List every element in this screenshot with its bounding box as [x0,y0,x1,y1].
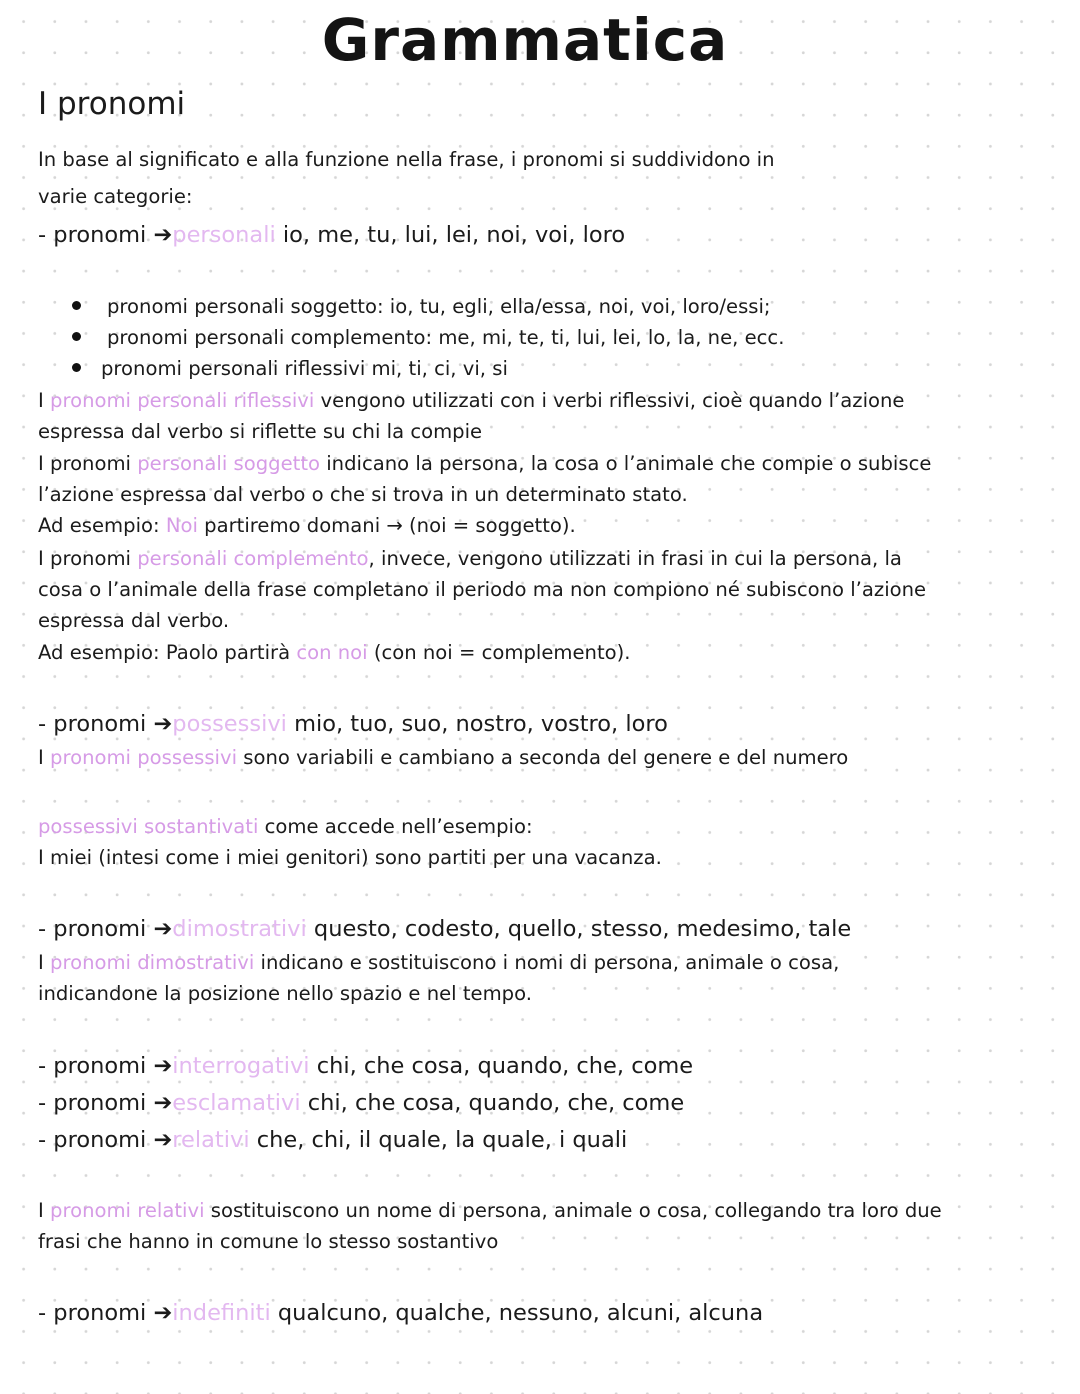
text: sono variabili e cambiano a seconda del genere e del numero [237,746,849,769]
arrow-right-icon: ➔ [153,1090,173,1116]
pronomi-label: pronomi [53,1127,147,1153]
category-name: indefiniti [172,1300,271,1326]
text: (con noi = complemento). [367,641,631,664]
intro-line: In base al significato e alla funzione nella frase, i pronomi si suddividono in [38,148,775,171]
category-line-interrogativi [38,1053,693,1079]
arrow-right-icon: ➔ [153,711,173,737]
example-line: I miei (intesi come i miei genitori) sono partiti per una vacanza. [38,846,662,869]
text: I [38,951,51,974]
pronomi-label: pronomi [53,1300,147,1326]
text: I [38,746,51,769]
text: Ad esempio: Paolo partirà [38,641,297,664]
arrow-right-icon: ➔ [153,1300,173,1326]
paragraph-line [38,815,533,838]
bullet-icon [72,301,81,310]
page-title: Grammatica [321,6,729,74]
pronoun-list: qualcuno, qualche, nessuno, alcuni, alcuna [277,1300,764,1326]
dash: - [38,711,47,737]
paragraph-line: frasi che hanno in comune lo stesso sostantivo [38,1230,499,1253]
category-line-indefiniti [38,1300,763,1326]
category-name: personali [172,222,276,248]
text: I pronomi [38,452,138,475]
paragraph-line: indicandone la posizione nello spazio e nel tempo. [38,982,532,1005]
text: come accede nell’esempio: [258,815,533,838]
bullet-text: pronomi personali complemento: me, mi, te, ti, lui, lei, lo, la, ne, ecc. [107,326,785,349]
category-name: dimostrativi [172,916,307,942]
paragraph-line [38,746,848,769]
bullet-text: pronomi personali soggetto: io, tu, egli, ella/essa, noi, voi, loro/essi; [107,295,771,318]
category-name: possessivi [172,711,287,737]
text: Ad esempio: [38,514,166,537]
pronomi-label: pronomi [53,1090,147,1116]
pronoun-list: mio, tuo, suo, nostro, vostro, loro [294,711,668,737]
paragraph-line [38,547,902,570]
highlight: con noi [296,641,368,664]
highlight: Noi [165,514,198,537]
category-line-relativi [38,1127,627,1153]
pronomi-label: pronomi [53,1053,147,1079]
category-line-dimostrativi [38,916,851,942]
pronoun-list: io, me, tu, lui, lei, noi, voi, loro [282,222,626,248]
category-name: esclamativi [172,1090,301,1116]
highlight: personali soggetto [137,452,320,475]
text: vengono utilizzati con i verbi riflessivi, cioè quando l’azione [314,389,905,412]
text: , invece, vengono utilizzati in frasi in cui la persona, la [368,547,902,570]
bullet-item [72,295,771,318]
example-line [38,514,576,537]
bullet-text: pronomi personali riflessivi mi, ti, ci, vi, si [101,357,508,380]
arrow-right-icon: ➔ [153,1053,173,1079]
paragraph-line [38,951,839,974]
paragraph-line: l’azione espressa dal verbo o che si trova in un determinato stato. [38,483,688,506]
paragraph-line: espressa dal verbo. [38,609,230,632]
text: I pronomi [38,547,138,570]
pronoun-list: questo, codesto, quello, stesso, medesimo, tale [313,916,852,942]
text: indicano la persona, la cosa o l’animale che compie o subisce [320,452,932,475]
section-heading: I pronomi [38,86,186,122]
dash: - [38,916,47,942]
intro-line: varie categorie: [38,185,193,208]
highlight: pronomi dimostrativi [50,951,255,974]
bullet-icon [72,332,81,341]
highlight: pronomi possessivi [50,746,238,769]
arrow-right-icon: ➔ [153,1127,173,1153]
bullet-item [72,357,508,380]
highlight: personali complemento [137,547,369,570]
paragraph-line [38,389,904,412]
paragraph-line [38,452,931,475]
dash: - [38,222,47,248]
category-name: relativi [172,1127,250,1153]
text: partiremo domani → (noi = soggetto). [197,514,576,537]
bullet-item [72,326,784,349]
paragraph-line: cosa o l’animale della frase completano il periodo ma non compiono né subiscono l’azione [38,578,927,601]
pronoun-list: che, chi, il quale, la quale, i quali [256,1127,628,1153]
example-line [38,641,631,664]
pronomi-label: pronomi [53,916,147,942]
dash: - [38,1127,47,1153]
text: sostituiscono un nome di persona, animale o cosa, collegando tra loro due [204,1199,942,1222]
pronomi-label: pronomi [53,222,147,248]
arrow-right-icon: ➔ [153,222,173,248]
category-line-personali [38,222,625,248]
dash: - [38,1300,47,1326]
paragraph-line [38,1199,942,1222]
category-line-possessivi [38,711,668,737]
text: indicano e sostituiscono i nomi di persona, animale o cosa, [254,951,840,974]
highlight: possessivi sostantivati [38,815,259,838]
category-name: interrogativi [172,1053,310,1079]
paragraph-line: espressa dal verbo si riflette su chi la compie [38,420,483,443]
arrow-right-icon: ➔ [153,916,173,942]
category-line-esclamativi [38,1090,684,1116]
dash: - [38,1053,47,1079]
dash: - [38,1090,47,1116]
pronomi-label: pronomi [53,711,147,737]
pronoun-list: chi, che cosa, quando, che, come [316,1053,694,1079]
text: I [38,1199,51,1222]
highlight: pronomi personali riflessivi [50,389,315,412]
pronoun-list: chi, che cosa, quando, che, come [307,1090,685,1116]
highlight: pronomi relativi [50,1199,205,1222]
text: I [38,389,51,412]
bullet-icon [72,363,81,372]
